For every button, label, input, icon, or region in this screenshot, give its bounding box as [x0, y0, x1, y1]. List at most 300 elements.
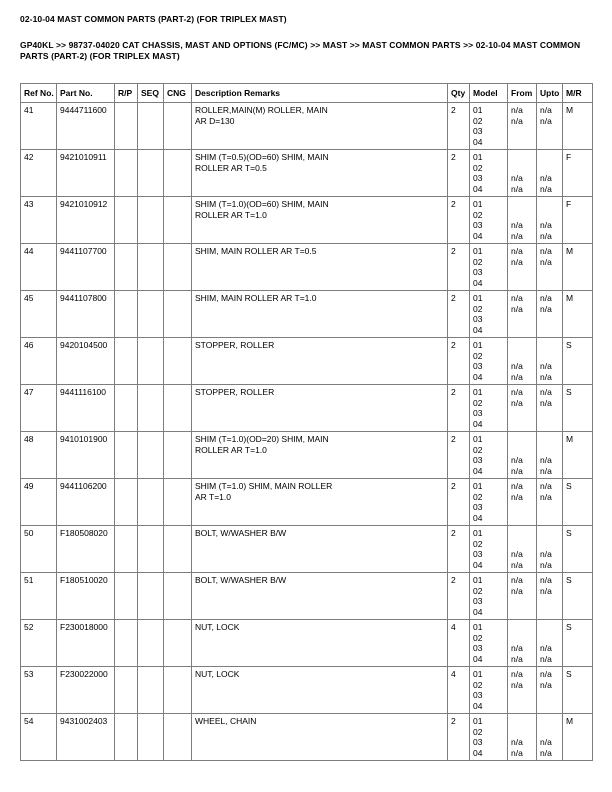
model-code: 03	[473, 549, 483, 559]
upto-value: n/a	[540, 679, 552, 690]
cell-mr: M	[563, 432, 593, 479]
model-code: 01	[473, 716, 483, 726]
upto-value: n/a	[540, 105, 552, 115]
model-code: 04	[473, 136, 483, 147]
description-line: AR T=1.0	[195, 491, 231, 502]
from-value	[511, 199, 533, 210]
col-header-upto: Upto	[537, 84, 563, 103]
description-line: AR D=130	[195, 115, 235, 126]
upto-value: n/a	[540, 230, 552, 241]
cell-rp	[115, 338, 138, 385]
upto-value	[540, 445, 559, 456]
cell-ref-no: 47	[21, 385, 57, 432]
cell-seq	[138, 432, 164, 479]
cell-description	[192, 385, 448, 432]
cell-mr: S	[563, 573, 593, 620]
cell-rp	[115, 103, 138, 150]
model-code: 02	[473, 444, 483, 455]
cell-part-no: 9421010912	[57, 197, 115, 244]
cell-mr: S	[563, 667, 593, 714]
cell-cng	[164, 244, 192, 291]
col-header-part-no: Part No.	[57, 84, 115, 103]
col-header-from: From	[508, 84, 537, 103]
cell-upto	[537, 714, 563, 761]
cell-cng	[164, 197, 192, 244]
cell-upto	[537, 103, 563, 150]
cell-upto	[537, 479, 563, 526]
from-value	[511, 137, 533, 148]
cell-ref-no: 44	[21, 244, 57, 291]
cell-qty: 4	[448, 620, 470, 667]
cell-qty: 2	[448, 526, 470, 573]
upto-value: n/a	[540, 643, 552, 653]
upto-value	[540, 325, 559, 336]
upto-value	[540, 596, 559, 607]
upto-value	[540, 314, 559, 325]
cell-upto	[537, 432, 563, 479]
upto-value: n/a	[540, 220, 552, 230]
from-value: n/a	[511, 559, 523, 570]
cell-upto	[537, 338, 563, 385]
cell-description	[192, 667, 448, 714]
cell-cng	[164, 714, 192, 761]
cell-from	[508, 432, 537, 479]
upto-value: n/a	[540, 183, 552, 194]
cell-qty: 2	[448, 150, 470, 197]
cell-model	[470, 479, 508, 526]
upto-value	[540, 419, 559, 430]
description-line: ROLLER AR T=1.0	[195, 444, 267, 455]
cell-model	[470, 197, 508, 244]
from-value	[511, 513, 533, 524]
from-value: n/a	[511, 173, 523, 183]
upto-value	[540, 351, 559, 362]
from-value	[511, 163, 533, 174]
cell-rp	[115, 620, 138, 667]
cell-cng	[164, 667, 192, 714]
cell-model	[470, 338, 508, 385]
cell-mr: M	[563, 103, 593, 150]
from-value: n/a	[511, 105, 523, 115]
breadcrumb: GP40KL >> 98737-04020 CAT CHASSIS, MAST AND OPTIONS (FC/MC) >> MAST >> MAST COMMON PARTS >> 02-10-04 MAST COMMON PARTS (PART-2) (FOR TRIPLEX MAST)	[20, 40, 581, 61]
from-value	[511, 278, 533, 289]
cell-part-no: 9431002403	[57, 714, 115, 761]
table-row	[21, 197, 593, 244]
model-code: 04	[473, 324, 483, 335]
description-line: ROLLER AR T=0.5	[195, 162, 267, 173]
upto-value: n/a	[540, 669, 552, 679]
cell-description	[192, 714, 448, 761]
upto-value: n/a	[540, 585, 552, 596]
upto-value: n/a	[540, 246, 552, 256]
upto-value: n/a	[540, 747, 552, 758]
cell-cng	[164, 479, 192, 526]
cell-model	[470, 385, 508, 432]
from-value	[511, 633, 533, 644]
cell-part-no: F180508020	[57, 526, 115, 573]
model-code: 03	[473, 408, 483, 418]
cell-from	[508, 103, 537, 150]
cell-model	[470, 667, 508, 714]
description-line: WHEEL, CHAIN	[195, 716, 257, 726]
upto-value	[540, 340, 559, 351]
upto-value	[540, 502, 559, 513]
model-code: 01	[473, 387, 483, 397]
model-code: 04	[473, 418, 483, 429]
from-value	[511, 419, 533, 430]
table-row	[21, 244, 593, 291]
from-value: n/a	[511, 256, 523, 267]
upto-value: n/a	[540, 653, 552, 664]
cell-from	[508, 620, 537, 667]
cell-qty: 2	[448, 103, 470, 150]
cell-mr: M	[563, 244, 593, 291]
cell-seq	[138, 479, 164, 526]
upto-value	[540, 126, 559, 137]
model-code: 03	[473, 220, 483, 230]
upto-value: n/a	[540, 465, 552, 476]
cell-model	[470, 573, 508, 620]
cell-part-no: 9421010911	[57, 150, 115, 197]
from-value	[511, 607, 533, 618]
cell-upto	[537, 667, 563, 714]
cell-description	[192, 291, 448, 338]
model-code: 02	[473, 303, 483, 314]
model-code: 01	[473, 434, 483, 444]
model-code: 03	[473, 502, 483, 512]
cell-rp	[115, 667, 138, 714]
cell-cng	[164, 150, 192, 197]
cell-qty: 2	[448, 714, 470, 761]
cell-part-no: 9420104500	[57, 338, 115, 385]
cell-qty: 2	[448, 573, 470, 620]
from-value	[511, 622, 533, 633]
model-code: 03	[473, 267, 483, 277]
cell-seq	[138, 244, 164, 291]
cell-qty: 4	[448, 667, 470, 714]
model-code: 04	[473, 653, 483, 664]
cell-seq	[138, 714, 164, 761]
cell-from	[508, 385, 537, 432]
description-line: BOLT, W/WASHER B/W	[195, 575, 287, 585]
cell-cng	[164, 338, 192, 385]
cell-from	[508, 573, 537, 620]
upto-value: n/a	[540, 173, 552, 183]
from-value: n/a	[511, 549, 523, 559]
cell-seq	[138, 103, 164, 150]
cell-rp	[115, 197, 138, 244]
model-code: 03	[473, 361, 483, 371]
from-value: n/a	[511, 643, 523, 653]
model-code: 01	[473, 152, 483, 162]
model-code: 02	[473, 491, 483, 502]
from-value: n/a	[511, 481, 523, 491]
from-value: n/a	[511, 455, 523, 465]
cell-rp	[115, 479, 138, 526]
from-value: n/a	[511, 293, 523, 303]
cell-from	[508, 244, 537, 291]
description-line: ROLLER,MAIN(M) ROLLER, MAIN	[195, 105, 328, 115]
model-code: 03	[473, 314, 483, 324]
model-code: 04	[473, 277, 483, 288]
cell-rp	[115, 385, 138, 432]
model-code: 02	[473, 585, 483, 596]
from-value: n/a	[511, 737, 523, 747]
from-value: n/a	[511, 115, 523, 126]
table-row	[21, 150, 593, 197]
from-value: n/a	[511, 246, 523, 256]
from-value	[511, 314, 533, 325]
from-value: n/a	[511, 679, 523, 690]
cell-upto	[537, 150, 563, 197]
from-value	[511, 351, 533, 362]
from-value	[511, 727, 533, 738]
cell-mr: S	[563, 620, 593, 667]
col-header-description: Description Remarks	[192, 84, 448, 103]
model-code: 04	[473, 747, 483, 758]
col-header-model: Model	[470, 84, 508, 103]
cell-rp	[115, 244, 138, 291]
cell-description	[192, 244, 448, 291]
model-code: 02	[473, 162, 483, 173]
model-code: 02	[473, 209, 483, 220]
cell-seq	[138, 291, 164, 338]
model-code: 03	[473, 643, 483, 653]
model-code: 04	[473, 183, 483, 194]
cell-rp	[115, 432, 138, 479]
model-code: 01	[473, 199, 483, 209]
model-code: 02	[473, 679, 483, 690]
upto-value	[540, 513, 559, 524]
from-value: n/a	[511, 361, 523, 371]
cell-part-no: 9444711600	[57, 103, 115, 150]
cell-mr: S	[563, 526, 593, 573]
upto-value: n/a	[540, 549, 552, 559]
model-code: 03	[473, 596, 483, 606]
cell-model	[470, 150, 508, 197]
cell-description	[192, 479, 448, 526]
description-line: SHIM (T=0.5)(OD=60) SHIM, MAIN	[195, 152, 329, 162]
from-value	[511, 152, 533, 163]
cell-part-no: F230018000	[57, 620, 115, 667]
upto-value	[540, 163, 559, 174]
cell-seq	[138, 526, 164, 573]
cell-cng	[164, 291, 192, 338]
model-code: 02	[473, 632, 483, 643]
cell-model	[470, 526, 508, 573]
upto-value	[540, 199, 559, 210]
cell-part-no: 9410101900	[57, 432, 115, 479]
upto-value	[540, 622, 559, 633]
cell-part-no: 9441107800	[57, 291, 115, 338]
model-code: 01	[473, 528, 483, 538]
cell-ref-no: 51	[21, 573, 57, 620]
upto-value	[540, 607, 559, 618]
from-value	[511, 716, 533, 727]
cell-qty: 2	[448, 338, 470, 385]
from-value: n/a	[511, 397, 523, 408]
cell-ref-no: 53	[21, 667, 57, 714]
cell-rp	[115, 573, 138, 620]
col-header-rp: R/P	[115, 84, 138, 103]
model-code: 01	[473, 622, 483, 632]
from-value: n/a	[511, 575, 523, 585]
from-value	[511, 126, 533, 137]
upto-value: n/a	[540, 387, 552, 397]
cell-from	[508, 667, 537, 714]
cell-part-no: 9441116100	[57, 385, 115, 432]
from-value: n/a	[511, 653, 523, 664]
header-row	[21, 84, 593, 103]
model-code: 04	[473, 465, 483, 476]
description-line: SHIM, MAIN ROLLER AR T=1.0	[195, 293, 317, 303]
cell-mr: F	[563, 197, 593, 244]
model-code: 01	[473, 246, 483, 256]
upto-value	[540, 267, 559, 278]
model-code: 03	[473, 737, 483, 747]
model-code: 02	[473, 350, 483, 361]
upto-value	[540, 408, 559, 419]
table-row	[21, 479, 593, 526]
upto-value: n/a	[540, 115, 552, 126]
table-row	[21, 667, 593, 714]
description-line: SHIM, MAIN ROLLER AR T=0.5	[195, 246, 317, 256]
table-row	[21, 620, 593, 667]
cell-model	[470, 103, 508, 150]
cell-mr: M	[563, 291, 593, 338]
from-value	[511, 528, 533, 539]
from-value: n/a	[511, 465, 523, 476]
upto-value	[540, 633, 559, 644]
model-code: 01	[473, 481, 483, 491]
cell-part-no: F180510020	[57, 573, 115, 620]
model-code: 03	[473, 455, 483, 465]
cell-ref-no: 49	[21, 479, 57, 526]
cell-ref-no: 43	[21, 197, 57, 244]
upto-value: n/a	[540, 397, 552, 408]
cell-seq	[138, 150, 164, 197]
cell-upto	[537, 385, 563, 432]
cell-description	[192, 432, 448, 479]
col-header-cng: CNG	[164, 84, 192, 103]
cell-part-no: 9441107700	[57, 244, 115, 291]
cell-cng	[164, 432, 192, 479]
description-line: NUT, LOCK	[195, 622, 240, 632]
cell-cng	[164, 526, 192, 573]
cell-qty: 2	[448, 291, 470, 338]
from-value	[511, 445, 533, 456]
cell-qty: 2	[448, 244, 470, 291]
model-code: 01	[473, 105, 483, 115]
col-header-seq: SEQ	[138, 84, 164, 103]
cell-from	[508, 150, 537, 197]
description-line: SHIM (T=1.0)(OD=60) SHIM, MAIN	[195, 199, 329, 209]
model-code: 03	[473, 690, 483, 700]
cell-model	[470, 432, 508, 479]
table-row	[21, 291, 593, 338]
from-value	[511, 701, 533, 712]
cell-model	[470, 620, 508, 667]
cell-mr: S	[563, 385, 593, 432]
from-value: n/a	[511, 183, 523, 194]
cell-upto	[537, 244, 563, 291]
model-code: 01	[473, 669, 483, 679]
cell-seq	[138, 667, 164, 714]
cell-description	[192, 620, 448, 667]
table-row	[21, 432, 593, 479]
from-value: n/a	[511, 491, 523, 502]
upto-value: n/a	[540, 256, 552, 267]
cell-description	[192, 526, 448, 573]
from-value	[511, 690, 533, 701]
from-value: n/a	[511, 669, 523, 679]
upto-value: n/a	[540, 371, 552, 382]
table-row	[21, 385, 593, 432]
cell-ref-no: 46	[21, 338, 57, 385]
cell-cng	[164, 385, 192, 432]
model-code: 03	[473, 126, 483, 136]
upto-value	[540, 716, 559, 727]
cell-upto	[537, 620, 563, 667]
model-code: 04	[473, 230, 483, 241]
from-value: n/a	[511, 303, 523, 314]
cell-mr: S	[563, 479, 593, 526]
parts-table-header	[21, 84, 593, 103]
from-value	[511, 502, 533, 513]
from-value	[511, 340, 533, 351]
from-value	[511, 434, 533, 445]
cell-qty: 2	[448, 385, 470, 432]
cell-description	[192, 103, 448, 150]
cell-from	[508, 338, 537, 385]
model-code: 02	[473, 256, 483, 267]
cell-part-no: F230022000	[57, 667, 115, 714]
upto-value	[540, 278, 559, 289]
cell-seq	[138, 620, 164, 667]
model-code: 02	[473, 115, 483, 126]
from-value: n/a	[511, 371, 523, 382]
cell-ref-no: 41	[21, 103, 57, 150]
upto-value	[540, 434, 559, 445]
cell-ref-no: 42	[21, 150, 57, 197]
cell-description	[192, 573, 448, 620]
from-value	[511, 210, 533, 221]
from-value: n/a	[511, 220, 523, 230]
from-value	[511, 408, 533, 419]
cell-ref-no: 50	[21, 526, 57, 573]
upto-value: n/a	[540, 361, 552, 371]
table-row	[21, 103, 593, 150]
upto-value: n/a	[540, 737, 552, 747]
cell-ref-no: 48	[21, 432, 57, 479]
parts-table	[20, 83, 593, 761]
table-row	[21, 526, 593, 573]
cell-cng	[164, 620, 192, 667]
description-line: ROLLER AR T=1.0	[195, 209, 267, 220]
from-value: n/a	[511, 230, 523, 241]
cell-mr: M	[563, 714, 593, 761]
model-code: 02	[473, 726, 483, 737]
from-value: n/a	[511, 585, 523, 596]
table-row	[21, 573, 593, 620]
cell-ref-no: 52	[21, 620, 57, 667]
upto-value: n/a	[540, 293, 552, 303]
cell-ref-no: 54	[21, 714, 57, 761]
cell-upto	[537, 291, 563, 338]
upto-value	[540, 152, 559, 163]
upto-value: n/a	[540, 455, 552, 465]
upto-value	[540, 727, 559, 738]
